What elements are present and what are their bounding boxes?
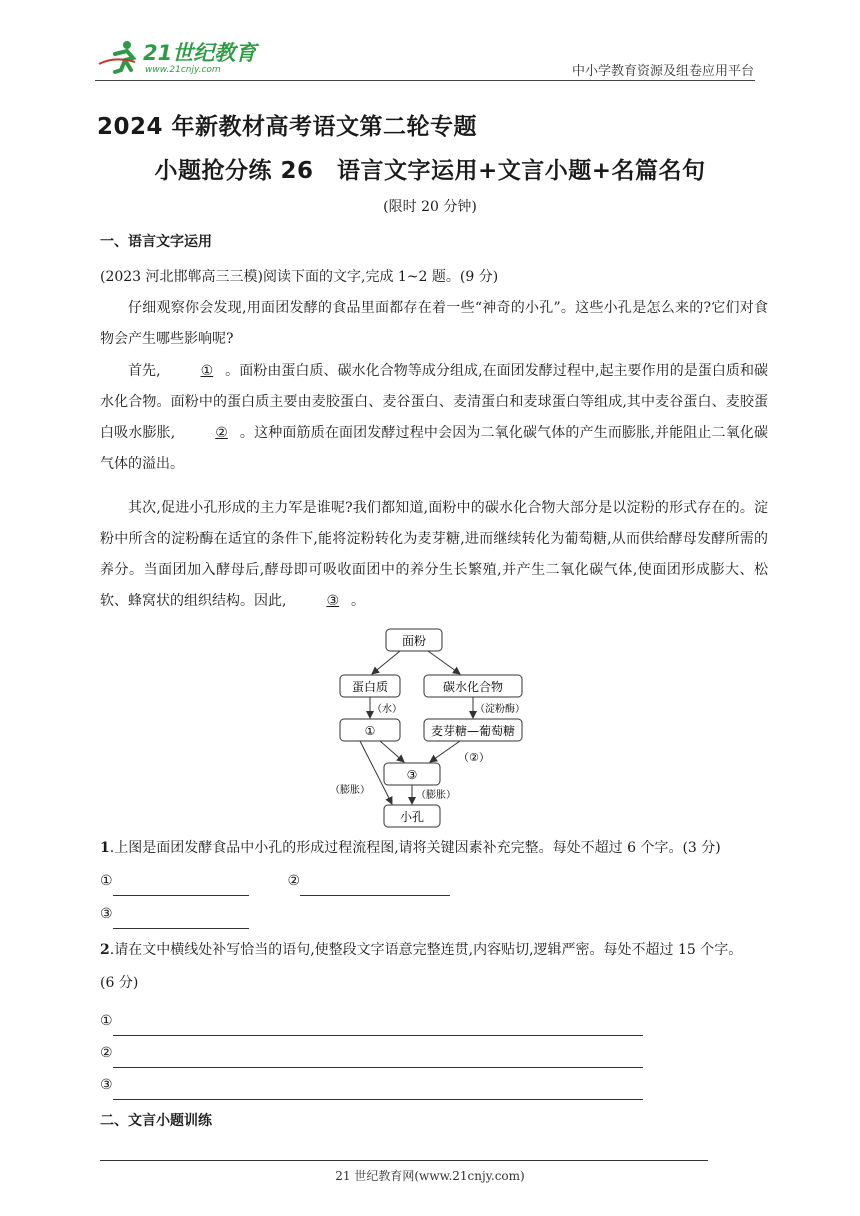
blank-2: ②: [215, 425, 228, 441]
swell-right-label: （膨胀）: [416, 790, 456, 801]
paragraph-3: [100, 493, 768, 617]
blank-3: ③: [326, 593, 340, 609]
doc-subtitle: 小题抢分练 26 语言文字运用+文言小题+名篇名句: [154, 158, 706, 184]
node1-label: ①: [364, 724, 376, 738]
q2-number: 2: [100, 942, 110, 958]
q2-score: (6 分): [100, 975, 139, 991]
q1-answer-row2: [100, 899, 249, 929]
header-platform-text: 中小学教育资源及组卷应用平台: [571, 64, 754, 79]
q2-blank-1[interactable]: [113, 1019, 643, 1036]
flow-diagram: [320, 625, 540, 835]
q2-label-2: ②: [100, 1045, 113, 1061]
blank-1: ①: [200, 363, 214, 379]
q2-answer-2: [100, 1038, 643, 1068]
site-logo: [95, 36, 265, 78]
swell-left-label: （膨胀）: [330, 785, 370, 796]
q2-label-3: ③: [100, 1077, 113, 1093]
header-divider: [95, 80, 755, 81]
footer-divider: [100, 1160, 708, 1161]
paragraph-2: [100, 356, 768, 480]
pores-label: 小孔: [399, 810, 425, 824]
runner-icon: [99, 41, 135, 72]
q1-blank-1[interactable]: [113, 879, 249, 896]
p2-text-a: 首先,: [128, 363, 161, 379]
question-1: [100, 833, 780, 863]
p2-text-b: 。面粉由蛋白质、碳水化合物等成分组成,在面团发酵过程中,起主要作用的是蛋白质和碳水化合物。面粉中的蛋白质主要由麦胶蛋白、麦谷蛋白、麦清蛋白和麦球蛋白等组成,其中麦谷蛋白、麦胶蛋白吸水膨胀,: [100, 363, 769, 441]
q2-answer-3: [100, 1070, 643, 1100]
q2-label-1: ①: [100, 1013, 113, 1029]
q1-number: 1: [100, 840, 110, 856]
time-limit: (限时 20 分钟): [383, 199, 477, 215]
q2-blank-3[interactable]: [113, 1083, 643, 1100]
q2-blank-2[interactable]: [113, 1051, 643, 1068]
carb-label: 碳水化合物: [442, 680, 504, 694]
amylase-label: （淀粉酶）: [475, 704, 525, 715]
paragraph-1: 仔细观察你会发现,用面团发酵的食品里面都存在着一些“神奇的小孔”。这些小孔是怎么来的?它们对食物会产生哪些影响呢?: [100, 300, 768, 347]
q2-text: .请在文中横线处补写恰当的语句,使整段文字语意完整连贯,内容贴切,逻辑严密。每处不超过 15 个字。: [109, 942, 743, 958]
water-label: （水）: [372, 704, 402, 715]
node2-label: （②）: [458, 751, 490, 764]
section-heading-1: 一、语言文字运用: [100, 234, 212, 250]
logo-text: 21世纪教育: [143, 41, 257, 65]
maltose-label: 麦芽糖—葡萄糖: [430, 724, 516, 738]
doc-title: 2024 年新教材高考语文第二轮专题: [97, 114, 478, 140]
q1-label-2: ②: [287, 873, 301, 889]
q1-label-1: ①: [100, 873, 113, 889]
q1-text: .上图是面团发酵食品中小孔的形成过程流程图,请将关键因素补充完整。每处不超过 6 个字。(3 分): [109, 840, 721, 856]
q1-blank-2[interactable]: [300, 879, 450, 896]
logo-url: www.21cnjy.com: [145, 65, 221, 75]
q1-blank-3[interactable]: [113, 912, 249, 929]
source-line: (2023 河北邯郸高三三模)阅读下面的文字,完成 1~2 题。(9 分): [100, 269, 499, 285]
node3-label: ③: [406, 768, 418, 782]
q1-answer-row1: [100, 866, 450, 896]
flour-label: 面粉: [401, 634, 427, 648]
footer-text[interactable]: 21 世纪教育网(www.21cnjy.com): [335, 1169, 525, 1183]
protein-label: 蛋白质: [351, 680, 389, 694]
p3-text-a: 其次,促进小孔形成的主力军是谁呢?我们都知道,面粉中的碳水化合物大部分是以淀粉的形式存在的。淀粉中所含的淀粉酶在适宜的条件下,能将淀粉转化为麦芽糖,进而继续转化为葡萄糖,从而供给酵母发酵所需的养分。当面团加入酵母后,酵母即可吸收面团中的养分生长繁殖,并产生二氧化碳气体,使面团形成膨大、松软、蜂窝状的组织结构。因此,: [100, 500, 768, 609]
question-2: [100, 935, 780, 965]
p3-text-b: 。: [351, 593, 366, 609]
section-heading-2: 二、文言小题训练: [100, 1113, 212, 1129]
q2-answer-1: [100, 1006, 643, 1036]
p2-text-c: 。这种面筋质在面团发酵过程中会因为二氧化碳气体的产生而膨胀,并能阻止二氧化碳气体的溢出。: [100, 425, 769, 472]
q1-label-3: ③: [100, 906, 113, 922]
